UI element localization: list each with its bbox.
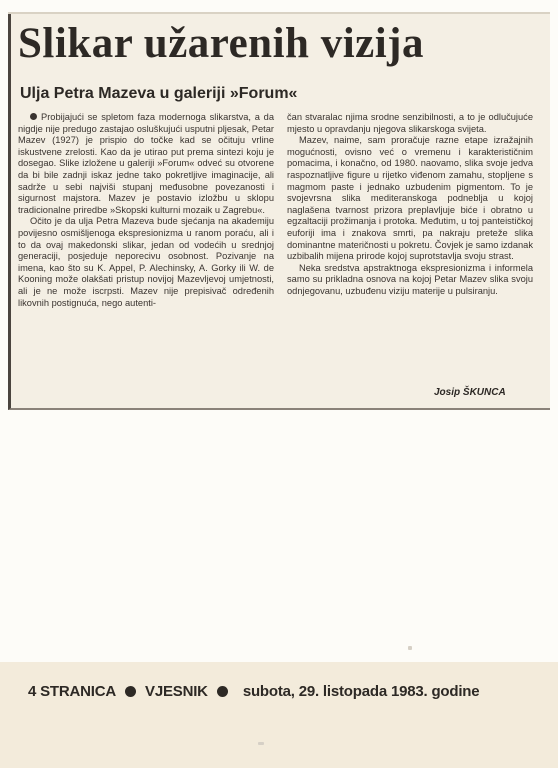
bullet-icon (30, 113, 37, 120)
newspaper-name: VJESNIK (145, 683, 208, 700)
paragraph: Mazev, naime, sam proračuje razne etape izražajnih mogućnosti, ovisno već o vremenu i karakterističnim pomacima, i konačno, od 1980. naovamo, slika svoje jedva raspoznatljive figure u rijetko viđenom zamahu, stopljene s magmom paste i jednako uzbudenim pigmentom. To je svojevrsna slika mediteranskoga podneblja u kojoj naglašena tvarnost prizora preplavljuje biće i obratno u egzaltaciji prožimanja i protoka. Međutim, u toj panteističkoj euforiji ima i znakova smrti, pa nakraju preteže slika dominantne materičnosti u pokretu. Čovjek je samo izdanak uzbibalih mijena prirode kojoj suprotstavlja svoju strast. (287, 135, 533, 262)
paragraph-text: Probijajući se spletom faza modernoga slikarstva, a da nigdje nije predugo zastajao osluškujući usputni pljesak, Petar Mazev (1927) je prispio do točke kad se očituju vrline iskustvene zrelosti. Kao da je utirao put prema sintezi koju je dosegao. Slike izložene u galeriji »Forum« odveć su otvorene da bi bile zadnji iskaz jedne tako pokretljive imaginacije, ali sadrže u sebi najviši stupanj međusobne povezanosti i sigurnost majstora. Mazev je postavio izložbu u sklopu tradicionalne priredbe »Skopski kulturni mozaik u Zagrebu«. (18, 112, 274, 215)
paragraph: Očito je da ulja Petra Mazeva bude sjećanja na akademiju povijesno osmišljenoga ekspresionizma u ranom poraću, ali i to da ovaj makedonski slikar, jedan od vodećih u srednjoj generaciji, posjeduje neporecivu osobnost. Pozivanje na imena, kao što su K. Appel, P. Alechinsky, A. Gorky ili W. de Kooning može olakšati pristup novijoj Mazevljevoj umjetnosti, ali je ne može iscrpsti. Mazev nije prepisivač određenih likovnih postignuća, nego autenti- (18, 216, 274, 308)
issue-date: subota, 29. listopada 1983. godine (242, 683, 480, 700)
author-byline: Josip ŠKUNCA (434, 387, 506, 398)
clipping-edge (8, 12, 550, 14)
paragraph: Neka sredstva apstraktnoga ekspresionizma i informela samo su prikladna osnova na kojoj Petar Mazev slika svoju odnjegovanu, uzbuđenu viziju materije u pulsiranju. (287, 262, 533, 296)
bullet-icon (125, 686, 136, 697)
article-column-right (287, 112, 533, 298)
article-headline: Slikar užarenih vizija (18, 20, 424, 67)
newspaper-footer (28, 682, 479, 702)
bullet-icon (217, 686, 228, 697)
paper-speck (258, 742, 264, 745)
paragraph (18, 112, 274, 216)
article-subheadline: Ulja Petra Mazeva u galeriji »Forum« (20, 85, 298, 102)
paper-speck (408, 646, 412, 650)
paragraph: čan stvaralac njima srodne senzibilnosti, a to je odlučujuće mjesto u opravdanju njegova slikarskoga svijeta. (287, 112, 533, 134)
page-number: 4 STRANICA (28, 683, 117, 700)
article-column-left (18, 112, 274, 309)
footer-strip (0, 662, 558, 768)
